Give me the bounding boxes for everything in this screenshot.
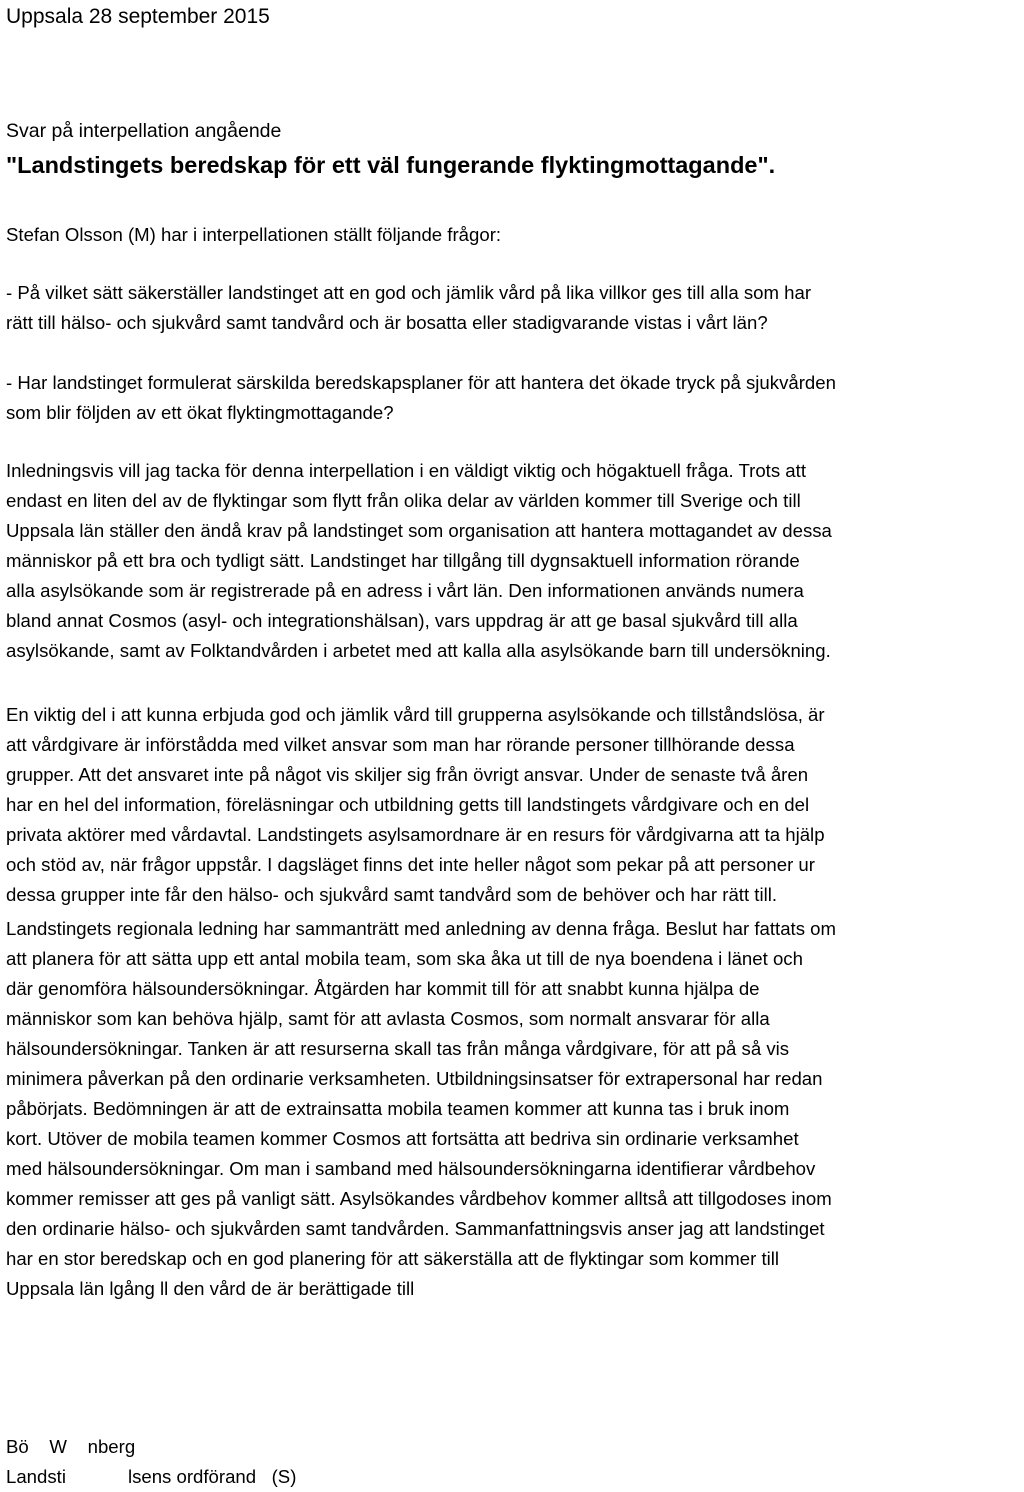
signature-role: Landsti lsens ordförand (S) [6,1466,297,1487]
body-paragraph [6,456,1022,666]
paragraph-line: har en stor beredskap och en god planering för att säkerställa att de flyktingar som kommer till [6,1248,780,1269]
document-date: Uppsala 28 september 2015 [6,5,270,28]
signature-block [6,1432,296,1492]
body-paragraph [6,700,1022,910]
paragraph-line: dessa grupper inte får den hälso- och sjukvård samt tandvård som de behöver och har rätt till. [6,884,778,905]
paragraph-line: - På vilket sätt säkerställer landstinget att en god och jämlik vård på lika villkor ges till alla som har [6,282,812,303]
document-intro: Svar på interpellation angående [6,120,282,142]
paragraph-line: - Har landstinget formulerat särskilda beredskapsplaner för att hantera det ökade tryck på sjukvården [6,372,836,393]
paragraph-line: Landstingets regionala ledning har sammanträtt med anledning av denna fråga. Beslut har fattats om [6,918,837,939]
paragraph-line: Uppsala län ställer den ändå krav på landstinget som organisation att hantera mottagandet av dessa [6,520,832,541]
body-paragraph [6,220,1022,250]
paragraph-line: Inledningsvis vill jag tacka för denna interpellation i en väldigt viktig och högaktuell fråga. Trots att [6,460,806,481]
paragraph-line: grupper. Att det ansvaret inte på något vis skiljer sig från övrigt ansvar. Under de senaste två åren [6,764,809,785]
document-title: "Landstingets beredskap för ett väl fungerande flyktingmottagande". [6,152,776,178]
paragraph-line: asylsökande, samt av Folktandvården i arbetet med att kalla alla asylsökande barn till undersökning. [6,640,831,661]
paragraph-line: rätt till hälso- och sjukvård samt tandvård och är bosatta eller stadigvarande vistas i vårt län? [6,312,768,333]
paragraph-line: kort. Utöver de mobila teamen kommer Cosmos att fortsätta att bedriva sin ordinarie verksamhet [6,1128,799,1149]
paragraph-line: minimera påverkan på den ordinarie verksamheten. Utbildningsinsatser för extrapersonal har redan [6,1068,823,1089]
paragraph-line: endast en liten del av de flyktingar som flytt från olika delar av världen kommer till Sverige och till [6,490,801,511]
body-paragraph [6,368,1022,428]
paragraph-line: privata aktörer med vårdavtal. Landstingets asylsamordnare är en resurs för vårdgivarna att ta hjälp [6,824,825,845]
paragraph-line: hälsoundersökningar. Tanken är att resurserna skall tas från många vårdgivare, för att på så vis [6,1038,790,1059]
paragraph-line: människor på ett bra och tydligt sätt. Landstinget har tillgång till dygnsaktuell information rörande [6,550,800,571]
paragraph-line: att vårdgivare är införstådda med vilket ansvar som man har rörande personer tillhörande dessa [6,734,795,755]
paragraph-line: som blir följden av ett ökat flyktingmottagande? [6,402,394,423]
paragraph-line: bland annat Cosmos (asyl- och integrationshälsan), vars uppdrag är att ge basal sjukvård till alla [6,610,798,631]
paragraph-line: Uppsala län lgång ll den vård de är berättigade till [6,1278,415,1299]
paragraph-line: med hälsoundersökningar. Om man i samband med hälsoundersökningarna identifierar vårdbehov [6,1158,816,1179]
paragraph-line: kommer remisser att ges på vanligt sätt. Asylsökandes vårdbehov kommer alltså att tillgodoses inom [6,1188,832,1209]
signature-name: Bö W nberg [6,1436,136,1457]
paragraph-line: att planera för att sätta upp ett antal mobila team, som ska åka ut till de nya boendena i länet och [6,948,803,969]
paragraph-line: En viktig del i att kunna erbjuda god och jämlik vård till grupperna asylsökande och tillståndslösa, är [6,704,825,725]
paragraph-line: alla asylsökande som är registrerade på en adress i vårt län. Den informationen används numera [6,580,804,601]
body-paragraph [6,278,1022,338]
paragraph-line: påbörjats. Bedömningen är att de extrainsatta mobila teamen kommer att kunna tas i bruk inom [6,1098,790,1119]
body-paragraph [6,914,1022,1304]
paragraph-line: där genomföra hälsoundersökningar. Åtgärden har kommit till för att snabbt kunna hjälpa de [6,978,760,999]
paragraph-line: människor som kan behöva hjälp, samt för att avlasta Cosmos, som normalt ansvarar för alla [6,1008,770,1029]
paragraph-line: och stöd av, när frågor uppstår. I dagsläget finns det inte heller något som pekar på att personer ur [6,854,815,875]
paragraph-line: har en hel del information, föreläsningar och utbildning getts till landstingets vårdgivare och en del [6,794,810,815]
paragraph-line: den ordinarie hälso- och sjukvården samt tandvården. Sammanfattningsvis anser jag att landstinget [6,1218,825,1239]
paragraph-line: Stefan Olsson (M) har i interpellationen ställt följande frågor: [6,224,502,245]
